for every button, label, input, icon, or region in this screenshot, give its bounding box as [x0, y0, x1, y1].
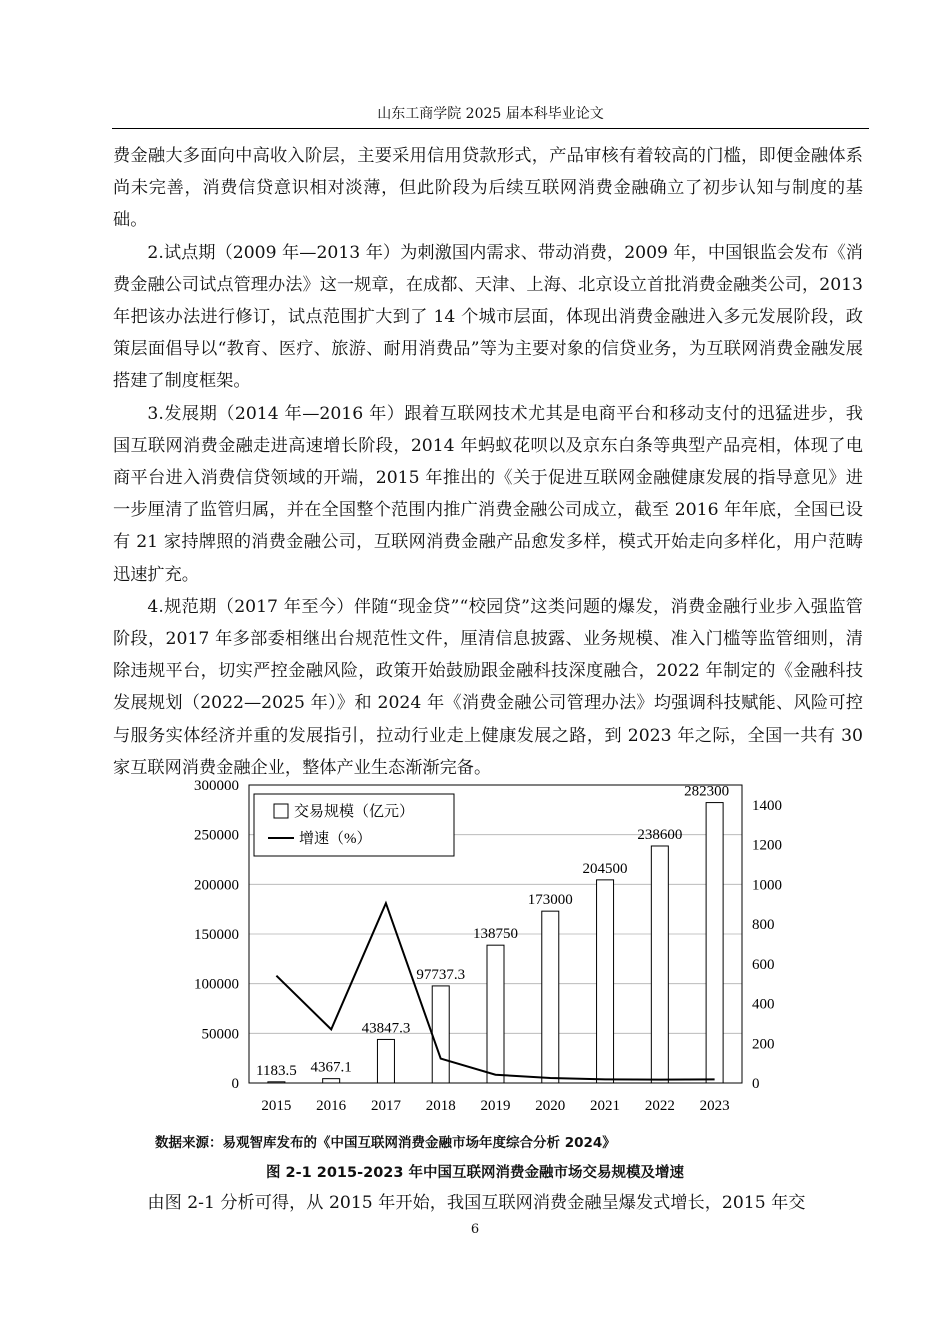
right-axis-tick-label: 1200: [752, 837, 782, 854]
left-axis-tick-label: 250000: [194, 827, 239, 844]
figure-source: 数据来源：易观智库发布的《中国互联网消费金融市场年度综合分析 2024》: [155, 1135, 616, 1151]
running-title: 山东工商学院 2025 届本科毕业论文: [377, 106, 604, 122]
chart-legend: [254, 794, 454, 856]
paragraph-1: 费金融大多面向中高收入阶层，主要采用信用贷款形式，产品审核有着较高的门槛，即便金融体系尚未完善，消费信贷意识相对淡薄，但此阶段为后续互联网消费金融确立了初步认知与制度的基础。: [113, 146, 863, 231]
bar-value-label: 97737.3: [416, 966, 466, 983]
bar-value-label: 1183.5: [256, 1062, 297, 1079]
bar-value-label: 238600: [637, 826, 683, 843]
bar-value-label: 4367.1: [310, 1059, 352, 1076]
bar-value-label: 138750: [473, 926, 518, 943]
left-axis-tick-label: 0: [231, 1076, 239, 1092]
x-axis-tick-label: 2023: [699, 1098, 730, 1114]
bar: [542, 911, 559, 1083]
bar-value-label: 204500: [582, 860, 628, 877]
figure-caption: 图 2-1 2015-2023 年中国互联网消费金融市场交易规模及增速: [265, 1165, 685, 1181]
bar: [597, 880, 614, 1083]
figure-chart: [170, 780, 810, 1120]
x-axis-tick-label: 2021: [590, 1098, 621, 1114]
bar-value-label: 43847.3: [361, 1020, 411, 1037]
right-axis-tick-label: 800: [752, 917, 775, 934]
bar-value-label: 173000: [527, 892, 573, 909]
body-text: [113, 140, 863, 784]
x-axis-tick-label: 2020: [535, 1098, 566, 1114]
right-axis-tick-label: 1400: [752, 797, 782, 814]
paragraph-2: 2.试点期（2009 年—2013 年）为刺激国内需求、带动消费，2009 年，中国银监会发布《消费金融公司试点管理办法》这一规章，在成都、天津、上海、北京设立首批消费金融类公司，2013 年把该办法进行修订，试点范围扩大到了 14 个城市层面，体现出消费金融进入多元发展阶段，政策层面倡导以“教育、医疗、旅游、耐用消费品”等为主要对象的信贷业务，为互联网消费金融发展搭建了制度框架。: [113, 242, 863, 392]
x-axis-tick-label: 2019: [480, 1098, 511, 1114]
x-axis-tick-label: 2018: [425, 1098, 456, 1114]
legend-bar-label: 交易规模（亿元）: [294, 804, 415, 820]
paragraph-4: 4.规范期（2017 年至今）伴随“现金贷”“校园贷”这类问题的爆发，消费金融行业步入强监管阶段，2017 年多部委相继出台规范性文件，厘清信息披露、业务规模、准入门槛等监管细则，清除违规平台，切实严控金融风险，政策开始鼓励跟金融科技深度融合，2022 年制定的《金融科技发展规划（2022—2025 年）》和 2024 年《消费金融公司管理办法》均强调科技赋能、风险可控与服务实体经济并重的发展指引，拉动行业走上健康发展之路，到 2023 年之际，全国一共有 30 家互联网消费金融企业，整体产业生态渐渐完备。: [113, 596, 863, 778]
legend-line-label: 增速（%）: [299, 831, 372, 847]
bar: [706, 803, 723, 1083]
left-axis-tick-label: 50000: [201, 1026, 239, 1043]
header-rule: [112, 128, 869, 129]
bar-value-label: 282300: [684, 783, 730, 800]
right-axis-tick-label: 0: [752, 1076, 760, 1092]
left-axis-tick-label: 100000: [194, 976, 239, 993]
x-axis-tick-label: 2016: [316, 1098, 347, 1114]
x-axis-tick-label: 2022: [644, 1098, 675, 1114]
x-axis-tick-label: 2017: [370, 1098, 401, 1114]
legend-bar-swatch: [274, 804, 288, 818]
bar: [487, 945, 504, 1083]
paragraph-3: 3.发展期（2014 年—2016 年）跟着互联网技术尤其是电商平台和移动支付的迅猛进步，我国互联网消费金融走进高速增长阶段，2014 年蚂蚁花呗以及京东白条等典型产品亮相，体现了电商平台进入消费信贷领域的开端，2015 年推出的《关于促进互联网金融健康发展的指导意见》进一步厘清了监管归属，并在全国整个范围内推广消费金融公司成立，截至 2016 年年底，全国已设有 21 家持牌照的消费金融公司，互联网消费金融产品愈发多样，模式开始走向多样化，用户范畴迅速扩充。: [113, 403, 863, 585]
paragraph-5: 由图 2-1 分析可得，从 2015 年开始，我国互联网消费金融呈爆发式增长，2015 年交: [147, 1193, 806, 1213]
bar: [377, 1039, 394, 1083]
left-axis-tick-label: 200000: [194, 877, 239, 894]
page-number: 6: [470, 1222, 480, 1237]
right-axis-tick-label: 400: [752, 996, 775, 1013]
bar: [651, 846, 668, 1083]
bar: [268, 1082, 285, 1083]
x-axis-tick-label: 2015: [261, 1098, 292, 1114]
left-axis-tick-label: 150000: [194, 927, 239, 943]
right-axis-tick-label: 200: [752, 1036, 775, 1053]
left-axis-tick-label: 300000: [194, 780, 239, 794]
bar: [323, 1079, 340, 1083]
right-axis-tick-label: 1000: [752, 877, 782, 894]
bar: [432, 986, 449, 1083]
right-axis-tick-label: 600: [752, 956, 775, 973]
